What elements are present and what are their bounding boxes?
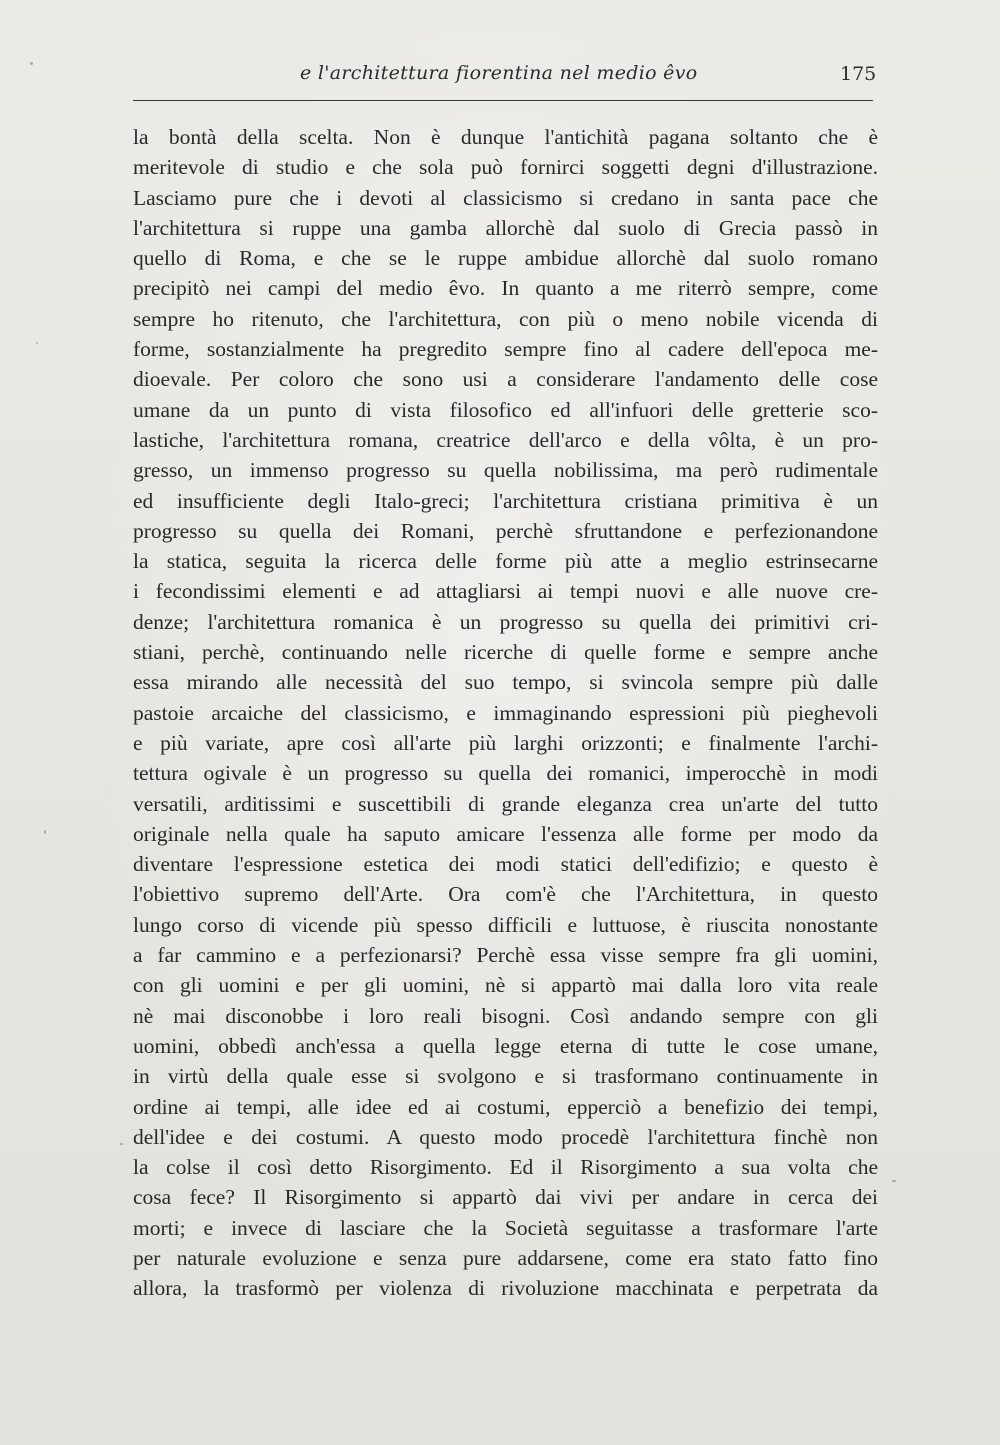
paper-speck <box>892 1180 896 1182</box>
text-line: l'architettura si ruppe una gamba allorchè dal suolo di Grecia passò in <box>133 215 878 240</box>
text-line: ordine ai tempi, alle idee ed ai costumi, epperciò a benefizio dei tempi, <box>133 1094 878 1119</box>
text-line: progresso su quella dei Romani, perchè sfruttandone e perfezionandone <box>133 518 878 543</box>
text-line: ed insufficiente degli Italo-greci; l'architettura cristiana primitiva è un <box>133 488 878 513</box>
text-line: e più variate, apre così all'arte più larghi orizzonti; e finalmente l'archi- <box>133 730 878 755</box>
text-line: con gli uomini e per gli uomini, nè si appartò mai dalla loro vita reale <box>133 973 878 998</box>
text-line: quello di Roma, e che se le ruppe ambidue allorchè dal suolo romano <box>133 246 878 271</box>
page-number: 175 <box>840 63 877 85</box>
text-line: i fecondissimi elementi e ad attagliarsi ai tempi nuovi e alle nuove cre- <box>133 579 878 604</box>
text-line: uomini, obbedì anch'essa a quella legge eterna di tutte le cose umane, <box>133 1033 878 1058</box>
text-line: lastiche, l'architettura romana, creatrice dell'arco e della vôlta, è un pro- <box>133 427 878 452</box>
paper-speck <box>120 1143 123 1145</box>
text-line: morti; e invece di lasciare che la Società seguitasse a trasformare l'arte <box>133 1215 878 1240</box>
text-line: denze; l'architettura romanica è un progresso su quella dei primitivi cri- <box>133 609 878 634</box>
text-line: versatili, arditissimi e suscettibili di grande eleganza crea un'arte del tutto <box>133 791 878 816</box>
text-line: sempre ho ritenuto, che l'architettura, con più o meno nobile vicenda di <box>133 306 878 331</box>
running-head: e l'architettura fiorentina nel medio êvo <box>300 62 698 84</box>
text-line: essa mirando alle necessità del suo tempo, si svincola sempre più dalle <box>133 670 878 695</box>
text-line: originale nella quale ha saputo amicare l'essenza alle forme per modo da <box>133 821 878 846</box>
text-line: in virtù della quale esse si svolgono e si trasformano continuamente in <box>133 1064 878 1089</box>
text-line: la statica, seguita la ricerca delle forme più atte a meglio estrinsecarne <box>133 549 878 574</box>
body-text <box>133 122 878 1304</box>
text-line: allora, la trasformò per violenza di rivoluzione macchinata e perpetrata da <box>133 1276 878 1301</box>
paper-speck <box>30 62 33 65</box>
text-line: precipitò nei campi del medio êvo. In quanto a me riterrò sempre, come <box>133 276 878 301</box>
text-line: cosa fece? Il Risorgimento si appartò dai vivi per andare in cerca dei <box>133 1185 878 1210</box>
text-line: l'obiettivo supremo dell'Arte. Ora com'è che l'Architettura, in questo <box>133 882 878 907</box>
text-line: la colse il così detto Risorgimento. Ed il Risorgimento a sua volta che <box>133 1155 878 1180</box>
text-line: diventare l'espressione estetica dei modi statici dell'edifizio; e questo è <box>133 852 878 877</box>
paper-speck <box>44 830 46 834</box>
text-line: nè mai disconobbe i loro reali bisogni. Così andando sempre con gli <box>133 1003 878 1028</box>
text-line: la bontà della scelta. Non è dunque l'antichità pagana soltanto che è <box>133 125 878 149</box>
text-line: umane da un punto di vista filosofico ed all'infuori delle gretterie sco- <box>133 397 878 422</box>
text-line: dell'idee e dei costumi. A questo modo procedè l'architettura finchè non <box>133 1124 878 1149</box>
text-line: stiani, perchè, continuando nelle ricerche di quelle forme e sempre anche <box>133 640 878 665</box>
text-line: tettura ogivale è un progresso su quella dei romanici, imperocchè in modi <box>133 761 878 786</box>
text-line: Lasciamo pure che i devoti al classicismo si credano in santa pace che <box>133 185 878 210</box>
text-line: pastoie arcaiche del classicismo, e immaginando espressioni più pieghevoli <box>133 700 878 725</box>
paper-speck <box>36 342 38 344</box>
text-line: a far cammino e a perfezionarsi? Perchè essa visse sempre fra gli uomini, <box>133 943 878 968</box>
text-line: lungo corso di vicende più spesso difficili e luttuose, è riuscita nonostante <box>133 912 878 937</box>
header-rule <box>133 100 873 101</box>
text-line: meritevole di studio e che sola può fornirci soggetti degni d'illustrazione. <box>133 155 878 180</box>
text-line: forme, sostanzialmente ha pregredito sempre fino al cadere dell'epoca me- <box>133 337 878 362</box>
text-line: dioevale. Per coloro che sono usi a considerare l'andamento delle cose <box>133 367 878 392</box>
text-line: per naturale evoluzione e senza pure addarsene, come era stato fatto fino <box>133 1245 878 1270</box>
text-line: gresso, un immenso progresso su quella nobilissima, ma però rudimentale <box>133 458 878 483</box>
